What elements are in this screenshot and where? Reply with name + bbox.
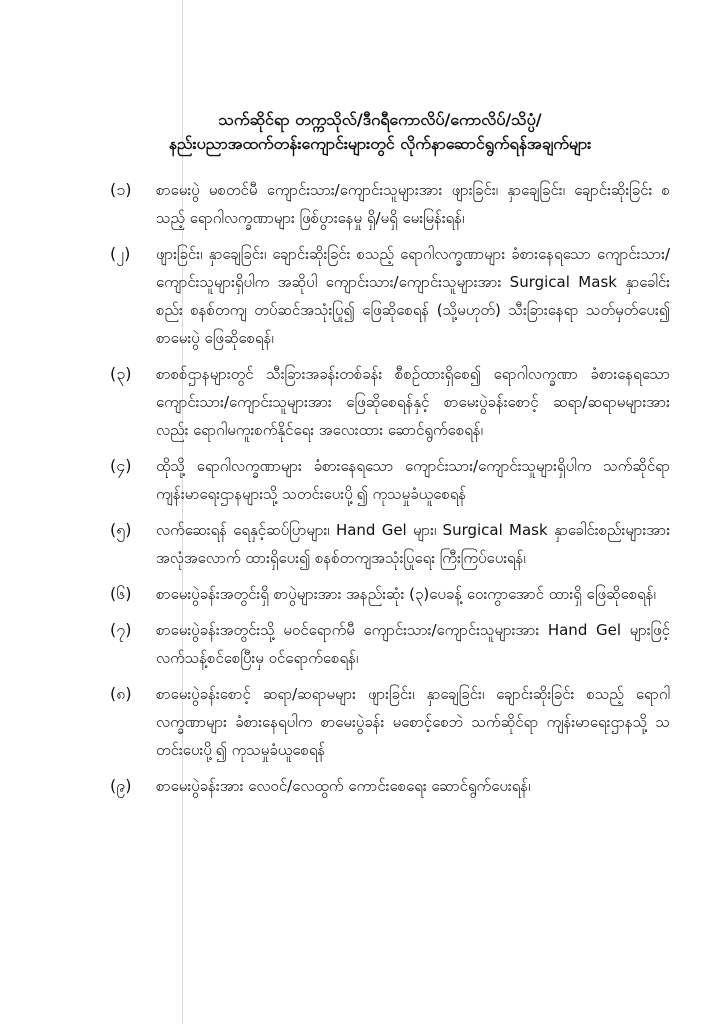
- item-number: (၇): [110, 620, 132, 639]
- list-item: [110, 176, 670, 232]
- item-text: စာမေးပွဲခန်းစောင့် ဆရာ/ဆရာမများ ဖျားခြင်း၊ နှာချေခြင်း၊ ချောင်းဆိုးခြင်း စသည့် ရောဂါလက္ခဏာများ ခံစားနေရပါက စာမေးပွဲခန်း မစောင့်စေဘဲ သက်ဆိုင်ရာ ကျန်းမာရေးဌာနသို့ သ တင်းပေးပို့၍ ကုသမှုခံယူစေရန်: [156, 685, 670, 759]
- item-text: ထိုသို့ ရောဂါလက္ခဏာများ ခံစားနေရသော ကျောင်းသား/ကျောင်းသူများရှိပါက သက်ဆိုင်ရာ ကျန်းမာရေးဌာနများသို့ သတင်းပေးပို့၍ ကုသမှုခံယူစေရန်: [156, 457, 670, 503]
- item-number: (၄): [110, 456, 132, 475]
- list-item: [110, 580, 670, 608]
- item-text: စာမေးပွဲခန်းအတွင်းသို့ မဝင်ရောက်မီ ကျောင်းသား/ကျောင်းသူများအား Hand Gel များဖြင့် လက်သန့်စင်စေပြီးမှ ဝင်ရောက်စေရန်၊: [156, 621, 670, 667]
- document-title: [120, 108, 640, 156]
- item-number: (၃): [110, 364, 132, 383]
- item-number: (၈): [110, 684, 132, 703]
- list-item: [110, 680, 670, 764]
- item-text: ဖျားခြင်း၊ နှာချေခြင်း၊ ချောင်းဆိုးခြင်း စသည့် ရောဂါလက္ခဏာများ ခံစားနေရသော ကျောင်းသား/ကျောင်းသူများရှိပါက အဆိုပါ ကျောင်းသား/ကျောင်းသူများအား Surgical Mask နှာခေါင်းစည်း စနစ်တကျ တပ်ဆင်အသုံးပြု၍ ဖြေဆိုစေရန် (သို့မဟုတ်) သီးခြားနေရာ သတ်မှတ်ပေး၍ စာမေးပွဲ ဖြေဆိုစေရန်၊: [156, 245, 670, 347]
- title-line-2: နည်းပညာအထက်တန်းကျောင်းများတွင် လိုက်နာဆောင်ရွက်ရန်အချက်များ: [168, 134, 592, 153]
- list-item: [110, 616, 670, 672]
- list-item: [110, 240, 670, 352]
- item-number: (၁): [110, 180, 132, 199]
- item-text: စာမေးပွဲခန်းအတွင်းရှိ စာပွဲများအား အနည်းဆုံး (၃)ပေခန့် ဝေးကွာအောင် ထားရှိ ဖြေဆိုစေရန်၊: [156, 585, 656, 603]
- list-item: [110, 360, 670, 444]
- item-number: (၅): [110, 520, 132, 539]
- item-text: စာမေးပွဲခန်းအား လေဝင်/လေထွက် ကောင်းစေရေး ဆောင်ရွက်ပေးရန်၊: [156, 777, 531, 795]
- item-text: လက်ဆေးရန် ရေနှင့်ဆပ်ပြာများ၊ Hand Gel များ၊ Surgical Mask နှာခေါင်းစည်းများအား အလုံအလောက် ထားရှိပေး၍ စနစ်တကျအသုံးပြုရေး ကြီးကြပ်ပေးရန်၊: [156, 521, 670, 567]
- list-item: [110, 516, 670, 572]
- instruction-list: [110, 176, 670, 800]
- list-item: [110, 772, 670, 800]
- title-line-1: သက်ဆိုင်ရာ တက္ကသိုလ်/ဒီဂရီကောလိပ်/ကောလိပ်/သိပ္ပံ/: [218, 110, 542, 129]
- item-number: (၉): [110, 776, 132, 795]
- item-number: (၆): [110, 584, 132, 603]
- list-item: [110, 452, 670, 508]
- item-text: စာမေးပွဲ မစတင်မီ ကျောင်းသား/ကျောင်းသူများအား ဖျားခြင်း၊ နှာချေခြင်း၊ ချောင်းဆိုးခြင်း စသည့် ရောဂါလက္ခဏာများ ဖြစ်ပွားနေမှု ရှိ/မရှိ မေးမြန်းရန်၊: [156, 181, 670, 227]
- item-number: (၂): [110, 244, 131, 263]
- item-text: စာစစ်ဌာနများတွင် သီးခြားအခန်းတစ်ခန်း စီစဉ်ထားရှိစေ၍ ရောဂါလက္ခဏာ ခံစားနေရသော ကျောင်းသား/ကျောင်းသူများအား ဖြေဆိုစေရန်နှင့် စာမေးပွဲခန်းစောင့် ဆရာ/ဆရာမများအားလည်း ရောဂါမကူးစက်နိုင်ရေး အလေးထား ဆောင်ရွက်စေရန်၊: [156, 365, 670, 439]
